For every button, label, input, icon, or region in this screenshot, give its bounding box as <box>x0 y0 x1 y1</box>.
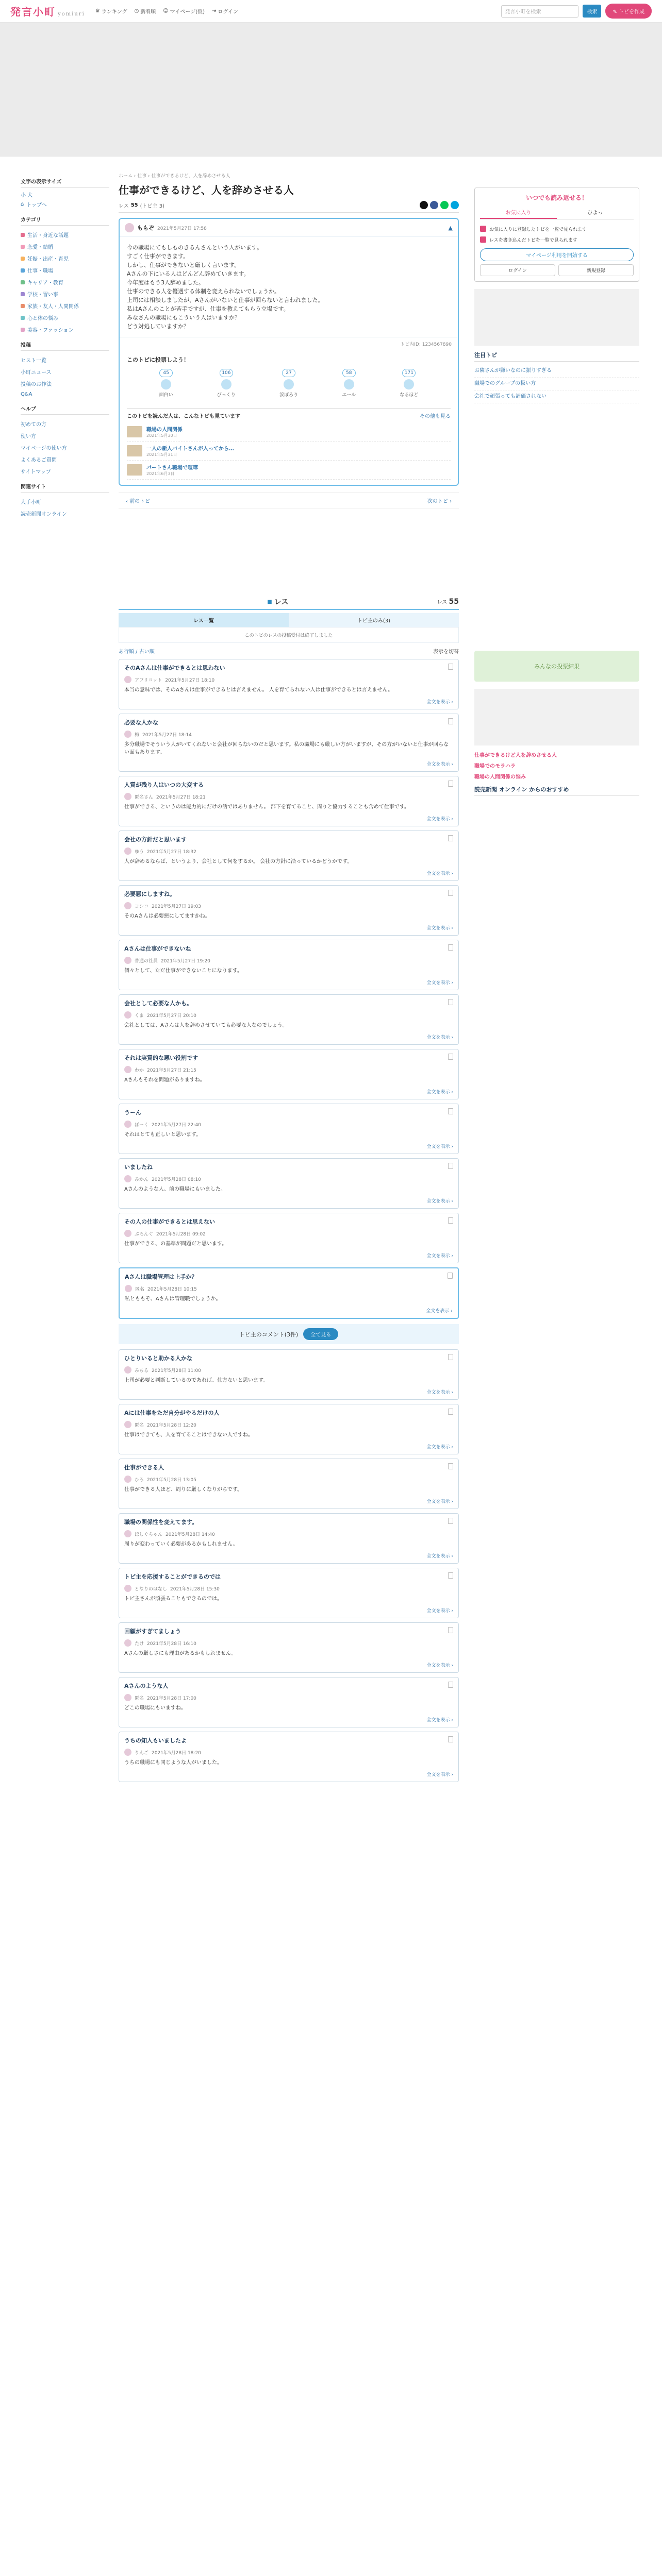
tab-all-responses[interactable]: レス一覧 <box>119 613 289 627</box>
response-title: Aさんは職場管理は上手か？ <box>120 1268 458 1285</box>
response-date: 2021年5月28日 15:30 <box>170 1586 220 1592</box>
clock-icon: ◷ <box>134 8 139 14</box>
cat-item[interactable]: 恋愛・結婚 <box>21 241 109 252</box>
avatar <box>124 1585 131 1592</box>
res-label: レス <box>119 203 129 209</box>
help-item[interactable]: よくあるご質問 <box>21 457 57 463</box>
create-topic-button[interactable]: ✎ トピを作成 <box>605 4 652 19</box>
related-topics <box>127 408 451 480</box>
response-title: 人質が残り人はいつの大変する <box>119 776 458 793</box>
response-item <box>119 1213 459 1263</box>
response-author: 匿名 <box>135 1286 145 1292</box>
avatar <box>125 223 134 232</box>
cat-item[interactable]: 心と体の悩み <box>21 312 109 324</box>
tab-favorites[interactable]: お気に入り <box>480 206 557 219</box>
response-title: Aさんのような人 <box>119 1677 458 1694</box>
avatar <box>124 1175 131 1182</box>
bookmark-icon[interactable] <box>448 999 453 1005</box>
response-date: 2021年5月27日 18:21 <box>156 794 206 800</box>
bookmark-icon[interactable] <box>448 1736 453 1742</box>
next-topic-link[interactable]: 次のトピ › <box>427 499 452 505</box>
nav-ranking[interactable]: ♛ ランキング <box>95 8 127 15</box>
response-date: 2021年5月28日 08:10 <box>152 1177 201 1182</box>
facebook-icon[interactable] <box>430 201 438 209</box>
speech-icon: ■ <box>267 599 272 605</box>
cat-item[interactable]: 家族・友人・人間関係 <box>21 300 109 312</box>
category-list <box>21 229 109 335</box>
response-title: 会社の方針だと思います <box>119 831 458 848</box>
response-author: アフリコット <box>135 677 162 683</box>
response-title: その人の仕事ができるとは思えない <box>119 1213 458 1230</box>
read-more-link[interactable]: 全文を表示 › <box>426 1554 453 1560</box>
promo-item: レスを書き込んだトピを一覧で見られます <box>480 234 634 245</box>
hatena-icon[interactable] <box>451 201 459 209</box>
response-body: そのAさんは必要悪にしてますかね。 <box>124 913 210 920</box>
register-button[interactable]: 新規登録 <box>558 264 634 276</box>
other-title: 関連サイト <box>21 482 109 493</box>
read-more-link[interactable]: 全文を表示 › <box>426 1663 453 1669</box>
main-content <box>119 157 459 1786</box>
bookmark-icon[interactable] <box>448 1463 453 1469</box>
response-body: 会社としては、Aさんは人を辞めさせていても必要な人なのでしょう。 <box>124 1023 288 1029</box>
avatar <box>124 848 131 855</box>
breadcrumb: ホーム › 仕事 › 仕事ができるけど、人を辞めさせる人 <box>119 174 230 179</box>
cat-item[interactable]: 妊娠・出産・育児 <box>21 252 109 264</box>
response-body: 個々として、ただ仕事ができないことになります。 <box>124 968 242 974</box>
read-more-link[interactable]: 全文を表示 › <box>426 700 453 705</box>
poll-banner[interactable]: みんなの投票結果 <box>474 651 639 682</box>
response-body: 周りが変わっていく必要があるかもしれません。 <box>124 1541 238 1548</box>
read-more-link[interactable]: 全文を表示 › <box>426 1035 453 1041</box>
response-date: 2021年5月27日 19:20 <box>161 958 210 964</box>
cat-item[interactable]: 美容・ファッション <box>21 324 109 335</box>
avatar <box>124 1639 131 1647</box>
avatar <box>125 1285 132 1292</box>
response-title: それは実質的な悪い役割です <box>119 1049 458 1066</box>
side-ad-area-2 <box>474 689 639 745</box>
read-more-link[interactable]: 全文を表示 › <box>426 1090 453 1095</box>
response-title: 職場の関係性を変えてます。 <box>119 1514 458 1530</box>
nav-login[interactable]: ⇥ ログイン <box>212 8 238 15</box>
nav-mypage[interactable]: ☺ マイページ(仮) <box>163 8 205 15</box>
avatar <box>124 1366 131 1374</box>
bookmark-icon[interactable] <box>448 1054 453 1060</box>
owner-comments-label: トピ主のコメント(3件) <box>239 1331 299 1338</box>
bookmark-icon[interactable] <box>448 1273 453 1279</box>
left-nav <box>0 157 119 1786</box>
sub-item[interactable]: Q&A <box>21 392 32 397</box>
avatar <box>124 676 131 683</box>
bookmark-icon[interactable] <box>448 1682 453 1688</box>
response-author: わか <box>135 1067 144 1073</box>
related-thumb <box>127 464 142 476</box>
reaction-surprise[interactable]: 106 びっくり <box>217 369 236 398</box>
help-item[interactable]: サイトマップ <box>21 469 51 475</box>
response-item <box>119 1513 459 1564</box>
editor-pick[interactable]: 職場でのモラハラ <box>474 764 516 769</box>
header <box>0 0 662 23</box>
home-icon: ⌂ <box>21 201 24 207</box>
avatar <box>124 1694 131 1701</box>
nav-new[interactable]: ◷ 新着順 <box>134 8 156 15</box>
read-more-link[interactable]: 全文を表示 › <box>426 1390 453 1396</box>
bookmark-icon[interactable] <box>448 1518 453 1524</box>
response-date: 2021年5月28日 16:10 <box>147 1641 196 1647</box>
cat-item[interactable]: 仕事・職場 <box>21 264 109 276</box>
response-title: そのAさんは仕事ができるとは思わない <box>119 659 458 676</box>
response-item <box>119 1568 459 1618</box>
avatar <box>124 1530 131 1537</box>
bookmark-icon[interactable] <box>448 1627 453 1633</box>
response-item <box>119 714 459 772</box>
right-sidebar <box>459 157 639 1786</box>
avatar <box>124 957 131 964</box>
read-more-link[interactable]: 全文を表示 › <box>426 1499 453 1505</box>
font-size-title: 文字の表示サイズ <box>21 177 109 188</box>
response-date: 2021年5月27日 22:40 <box>152 1122 201 1128</box>
response-item <box>119 994 459 1045</box>
star-icon <box>480 226 486 232</box>
response-title: ひとりいると助かる人かな <box>119 1350 458 1366</box>
response-body: 仕事はできても、人を育てることはできない人ですね。 <box>124 1432 253 1438</box>
topic-date: 2021年5月27日 17:58 <box>157 226 207 231</box>
login-icon: ⇥ <box>212 8 217 14</box>
response-date: 2021年5月28日 13:05 <box>147 1477 196 1483</box>
bookmark-icon[interactable] <box>448 718 453 724</box>
help-item[interactable]: 初めての方 <box>21 422 46 428</box>
response-body: Aさんもそれを問題がありますね。 <box>124 1077 205 1083</box>
response-body: Aさんのような人、前の職場にもいました。 <box>124 1187 226 1193</box>
responses-header: ■ レス レス 55 <box>119 597 459 610</box>
bookmark-icon[interactable] <box>448 835 453 841</box>
mypage-promo-title: いつでも読み返せる！ <box>525 194 588 201</box>
response-author: りんご <box>135 1750 149 1756</box>
response-date: 2021年5月27日 19:03 <box>152 904 201 909</box>
share-buttons <box>420 201 459 209</box>
search-button[interactable]: 検索 <box>583 5 601 18</box>
read-more-link[interactable]: 全文を表示 › <box>426 980 453 986</box>
response-date: 2021年5月28日 11:00 <box>152 1368 201 1374</box>
bookmark-icon[interactable] <box>448 890 453 896</box>
response-item <box>119 659 459 709</box>
response-date: 2021年5月27日 18:10 <box>165 677 215 683</box>
sub-title: 投稿 <box>21 341 109 351</box>
response-body: 仕事ができる人ほど、周りに厳しくなりがちです。 <box>124 1487 243 1493</box>
topic-id: トピ内ID: 1234567890 <box>120 337 458 350</box>
related-thumb <box>127 426 142 437</box>
bookmark-icon[interactable] <box>448 1572 453 1579</box>
sub-item[interactable]: ヒスト一覧 <box>21 358 46 364</box>
cat-item[interactable]: 生活・身近な話題 <box>21 229 109 241</box>
sub-item[interactable]: 小町ニュース <box>21 370 52 376</box>
related-more-link[interactable]: その他も見る <box>420 414 451 420</box>
response-title: いましたね <box>119 1159 458 1175</box>
response-body: 人が辞めるならば、というより、会社として何をするか。 会社の方針に沿っているかどうかです。 <box>124 859 353 865</box>
show-all-button[interactable]: 全て見る <box>303 1328 338 1340</box>
bookmark-icon[interactable] <box>448 781 453 787</box>
order-link[interactable]: あ行順 / 古い順 <box>119 649 155 655</box>
read-more-link[interactable]: 全文を表示 › <box>426 1144 453 1150</box>
response-closed-note: このトピのレスの投稿受付は終了しました <box>119 627 459 643</box>
related-item[interactable]: パートさん職場で喧嘩 2021年6月3日 <box>127 461 451 480</box>
cat-item[interactable]: 学校・習い事 <box>21 288 109 300</box>
featured-item[interactable]: 職場でのグループの扱い方 <box>474 378 639 391</box>
tab-history[interactable]: ひよっ <box>587 210 603 216</box>
reaction-title: このトピに投票しよう！ <box>127 357 189 364</box>
read-more-link[interactable]: 全文を表示 › <box>426 762 453 768</box>
response-author: たけ <box>135 1641 144 1647</box>
editor-pick[interactable]: 仕事ができるけど人を辞めさせる人 <box>474 753 557 758</box>
response-title: 仕事ができる人 <box>119 1459 458 1476</box>
avatar <box>124 1749 131 1756</box>
avatar <box>124 793 131 800</box>
login-button[interactable]: ログイン <box>480 264 555 276</box>
response-title: 必要悪にしますね。 <box>119 886 458 902</box>
response-author: ひろ <box>135 1477 144 1483</box>
bookmark-icon[interactable] <box>448 1163 453 1169</box>
read-more-link[interactable]: 全文を表示 › <box>426 1445 453 1450</box>
response-item <box>119 1732 459 1782</box>
line-icon[interactable] <box>440 201 449 209</box>
response-body: 上司が必要と判断しているのであれば、仕方ないと思います。 <box>124 1378 269 1384</box>
response-body: それはとても正しいと思います。 <box>124 1132 202 1138</box>
other-item[interactable]: 大手小町 <box>21 500 41 505</box>
read-more-link[interactable]: 全文を表示 › <box>426 1718 453 1723</box>
response-body: トピ主さんが頑張ることもできるのでは。 <box>124 1596 222 1602</box>
news-title: 読売新聞 オンライン からのおすすめ <box>474 785 639 796</box>
start-mypage-button[interactable]: マイページ利用を開始する <box>480 248 634 261</box>
response-body: Aさんの厳しさにも理由があるかもしれません。 <box>124 1651 237 1657</box>
help-item[interactable]: マイページの使い方 <box>21 446 67 451</box>
reaction-tears[interactable]: 27 涙ぽろり <box>279 369 298 398</box>
res-count: 55 <box>130 202 138 208</box>
response-list <box>119 659 459 1782</box>
response-title: 回顧がすぎてましょう <box>119 1623 458 1639</box>
response-body: 私とももぞ、Aさんは管理職でしょうか。 <box>125 1296 221 1302</box>
response-item <box>119 1267 459 1319</box>
response-author: みちる <box>135 1368 149 1374</box>
avatar <box>124 1066 131 1073</box>
read-more-link[interactable]: 全文を表示 › <box>426 1608 453 1614</box>
side-ad-area <box>474 289 639 346</box>
response-date: 2021年5月27日 20:10 <box>147 1013 196 1019</box>
topic-body: 今の職場にてもしものきるんさんという人がいます。 すごく仕事ができます。 しかし、仕事ができないと厳しく言います。 Aさんの下にいる人はどんどん辞めていきます。 今年度はもう3人辞めました。 仕事のできる人を優遇する体制を変えられないでしょうか。 上司には相談しましたが、Aさんがいないと仕事が回らないと言われました。 私はAさんのことが苦手ですが、仕事を教えてもらう立場です。 みなさんの職場にもこういう人はいますか？ どう対処していますか？ <box>127 244 324 330</box>
avatar <box>124 1476 131 1483</box>
bookmark-icon[interactable] <box>448 1409 453 1415</box>
response-author: 普通の社員 <box>135 958 158 964</box>
agree-icon <box>404 379 414 389</box>
help-item[interactable]: 使い方 <box>21 434 36 439</box>
featured-item[interactable]: お隣さんが嫌いなのに振りすぎる <box>474 365 639 378</box>
read-more-link[interactable]: 全文を表示 › <box>426 1309 453 1314</box>
page-title: 仕事ができるけど、人を辞めさせる人 <box>119 184 294 196</box>
bookmark-icon[interactable] <box>448 1108 453 1114</box>
response-item <box>119 831 459 881</box>
search-input[interactable]: 発言小町を検索 <box>501 5 578 18</box>
x-icon[interactable] <box>420 201 428 209</box>
response-date: 2021年5月28日 12:20 <box>147 1422 196 1428</box>
user-icon: ☺ <box>163 8 169 14</box>
promo-item: お気に入りに登録したトピを一覧で見られます <box>480 224 634 234</box>
font-size-control[interactable]: 小 大 <box>21 193 33 198</box>
avatar <box>124 1230 131 1237</box>
topic-post <box>119 218 459 486</box>
bookmark-icon[interactable] <box>448 664 453 670</box>
related-title: このトピを読んだ人は、こんなトピも見ています <box>127 414 240 420</box>
response-item <box>119 1349 459 1400</box>
topic-author: ももぞ <box>137 225 154 231</box>
funny-icon <box>161 379 171 389</box>
response-author: ほしぐちゃん <box>135 1532 163 1537</box>
read-more-link[interactable]: 全文を表示 › <box>426 871 453 877</box>
editor-picks <box>474 751 639 796</box>
response-date: 2021年5月27日 18:14 <box>142 732 192 738</box>
response-tabs <box>119 613 459 627</box>
reaction-funny[interactable]: 45 面白い <box>159 369 173 398</box>
top-ad-area <box>0 23 662 157</box>
tab-owner-only[interactable]: トピ主のみ(3) <box>357 618 391 624</box>
crown-icon: ♛ <box>95 8 100 14</box>
read-more-link[interactable]: 全文を表示 › <box>426 1253 453 1259</box>
response-item <box>119 885 459 936</box>
avatar <box>124 902 131 909</box>
site-logo[interactable]: 発言小町 yomiuri <box>10 6 85 18</box>
bookmark-icon[interactable] <box>448 1354 453 1360</box>
response-body: どこの職場にもいますね。 <box>124 1705 186 1711</box>
response-author: となりのはなし <box>135 1586 168 1592</box>
collapse-icon[interactable]: ▲ <box>448 224 453 231</box>
response-item <box>119 1677 459 1727</box>
sort-toggle[interactable]: 表示を切替 <box>433 649 459 655</box>
related-thumb <box>127 445 142 456</box>
response-item <box>119 776 459 826</box>
response-date: 2021年5月28日 10:15 <box>147 1286 197 1292</box>
prev-topic-link[interactable]: ‹ 前のトピ <box>126 499 151 505</box>
response-author: みかん <box>135 1177 149 1182</box>
other-item[interactable]: 読売新聞オンライン <box>21 512 67 517</box>
featured-title: 注目トピ <box>474 351 639 362</box>
owner-comments-bar <box>119 1324 459 1344</box>
response-item <box>119 1622 459 1673</box>
res-owner-count: (トピ主 3) <box>140 203 164 209</box>
response-body: 本当の意味では、そのAさんは仕事ができるとは言えません。 人を育てられない人は仕事ができるとは言えません。 <box>124 687 393 693</box>
reaction-cheer[interactable]: 58 エール <box>342 369 356 398</box>
response-author: ぶろんぐ <box>135 1231 154 1237</box>
response-item <box>119 1158 459 1209</box>
reaction-agree[interactable]: 171 なるほど <box>400 369 418 398</box>
response-author: 匿名さん <box>135 794 154 800</box>
topic-pager <box>119 492 459 509</box>
response-author: 匿名 <box>135 1422 144 1428</box>
response-item <box>119 1404 459 1454</box>
reaction-area <box>120 350 458 403</box>
response-body: 仕事ができる、の基準が問題だと思います。 <box>124 1241 227 1247</box>
header-nav <box>95 7 238 15</box>
featured-topics <box>474 351 639 403</box>
response-date: 2021年5月27日 21:15 <box>147 1067 196 1073</box>
featured-item[interactable]: 会社で頑張っても評価されない <box>474 391 639 403</box>
cheer-icon <box>344 379 354 389</box>
nav-home[interactable]: ⌂ トップへ <box>21 201 47 208</box>
response-body: うちの職場にも同じような人がいました。 <box>124 1760 222 1766</box>
related-item[interactable]: 一人の新人バイトさんが入ってから… 2021年5月31日 <box>127 442 451 461</box>
tears-icon <box>284 379 294 389</box>
bookmark-icon[interactable] <box>448 1217 453 1224</box>
read-more-link[interactable]: 全文を表示 › <box>426 926 453 931</box>
response-item <box>119 940 459 990</box>
response-author: ヨシコ <box>135 904 149 909</box>
response-body: 多分職場でそういう人がいてくれないと会社が回らないのだと思います。私の職場にも厳しい方がいますが、その方がいないと仕事が回らない面もあります。 <box>124 742 449 756</box>
response-date: 2021年5月28日 14:40 <box>166 1532 215 1537</box>
sub-item[interactable]: 投稿のお作法 <box>21 382 52 387</box>
response-body: 仕事ができる、というのは能力的にだけの話ではありません。 部下を育てること、周りと協力することも含めて仕事です。 <box>124 804 409 810</box>
response-title: 必要な人かな <box>119 714 458 731</box>
response-title: Aさんは仕事ができないね <box>119 940 458 957</box>
response-item <box>119 1459 459 1509</box>
pen-icon <box>480 236 486 243</box>
response-author: 梅 <box>135 732 140 738</box>
editor-pick[interactable]: 職場の人間関係の悩み <box>474 774 526 780</box>
cat-item[interactable]: キャリア・教育 <box>21 276 109 288</box>
response-title: うーん <box>119 1104 458 1121</box>
response-date: 2021年5月27日 18:32 <box>147 849 196 855</box>
response-title: うちの知人もいましたよ <box>119 1732 458 1749</box>
response-date: 2021年5月28日 17:00 <box>147 1696 196 1701</box>
surprise-icon <box>221 379 231 389</box>
related-item[interactable]: 職場の人間関係 2021年5月30日 <box>127 422 451 442</box>
read-more-link[interactable]: 全文を表示 › <box>426 1772 453 1778</box>
help-title: ヘルプ <box>21 404 109 415</box>
response-author: くま <box>135 1013 144 1019</box>
mypage-promo <box>474 188 639 282</box>
response-item <box>119 1104 459 1154</box>
category-title: カテゴリ <box>21 215 109 226</box>
response-author: ぽーく <box>135 1122 149 1128</box>
response-title: Aには仕事をただ自分がやるだけの人 <box>119 1404 458 1421</box>
read-more-link[interactable]: 全文を表示 › <box>426 817 453 822</box>
response-title: トピ主を応援することができるのでは <box>119 1568 458 1585</box>
response-author: 匿名 <box>135 1696 144 1701</box>
avatar <box>124 731 131 738</box>
avatar <box>124 1011 131 1019</box>
mid-ad-area <box>119 530 459 586</box>
response-title: 会社として必要な人かも。 <box>119 995 458 1011</box>
avatar <box>124 1121 131 1128</box>
response-date: 2021年5月28日 18:20 <box>152 1750 201 1756</box>
response-author: ゆう <box>135 849 144 855</box>
response-date: 2021年5月28日 09:02 <box>156 1231 206 1237</box>
avatar <box>124 1421 131 1428</box>
response-item <box>119 1049 459 1099</box>
bookmark-icon[interactable] <box>448 944 453 951</box>
read-more-link[interactable]: 全文を表示 › <box>426 1199 453 1205</box>
